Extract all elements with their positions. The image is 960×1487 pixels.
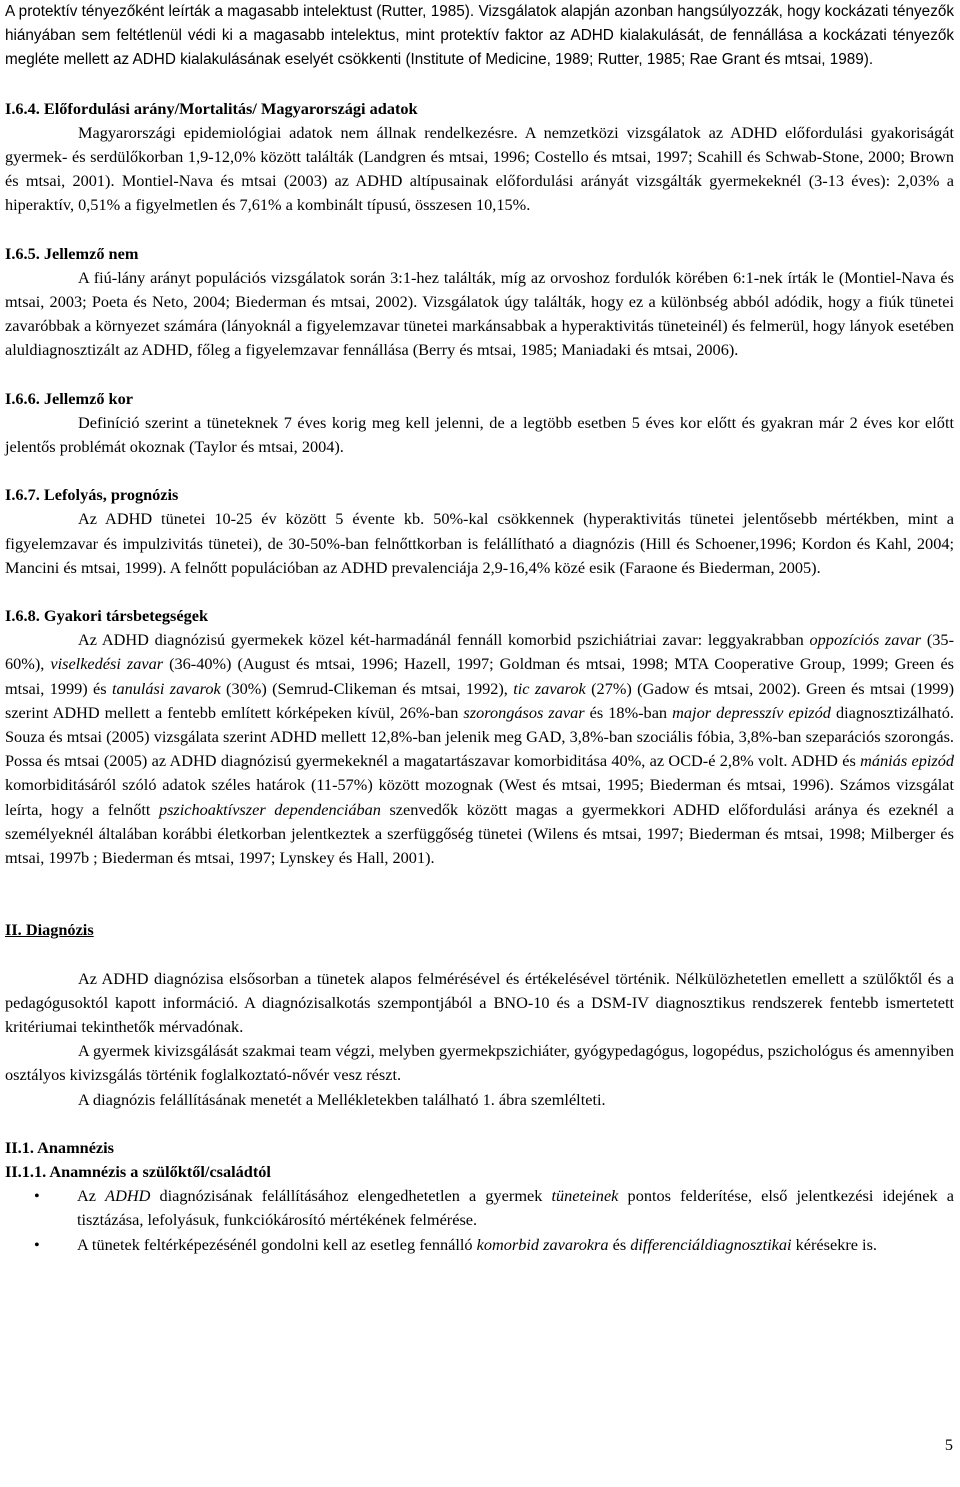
heading-i-6-5: I.6.5. Jellemző nem [5,243,139,263]
anamnesis-list [5,1184,954,1257]
paragraph-prevalence: Magyarországi epidemiológiai adatok nem állnak rendelkezésre. A nemzetközi vizsgálatok az ADHD előfordulási gyakoriságát gyermek- és serdülőkorban 1,9-12,0% között találták (Landgren és mtsai, 1996; Costello és mtsai, 1997; Scahill és Schwab-Stone, 2000; Brown és mtsai, 2001). Montiel-Nava és mtsai (2003) az ADHD altípusainak előfordulási arányát vizsgálták gyermekeknél (3-13 éves): 2,03% a hiperaktív, 0,51% a figyelmetlen és 7,61% a kombinált típusú, összesen 10,15%. [5,122,954,215]
paragraph-comorbidities: Az ADHD diagnózisú gyermekek közel két-harmadánál fennáll komorbid pszichiátriai zavar: leggyakrabban oppozíciós zavar (35-60%), viselkedési zavar (36-40%) (August és mtsai, 1996; Hazell, 1997; Goldman és mtsai, 1998; MTA Cooperative Group, 1999; Green és mtsai, 1999) és tanulási zavarok (30%) (Semrud-Clikeman és mtsai, 1992), tic zavarok (27%) (Gadow és mtsai, 2002). Green és mtsai (1999) szerint ADHD mellett a fentebb említett kórképeken kívül, 26%-ban szorongásos zavar és 18%-ban major depresszív epizód diagnosztizálható. Souza és mtsai (2005) vizsgálata szerint ADHD mellett 12,8%-ban jelenik meg GAD, 3,8%-ban szociális fóbia, 3,8%-ban szeparációs szorongás. Possa és mtsai (2005) az ADHD diagnózisú gyermekeknél a magatartászavar komorbiditása 40%, az OCD-é 2,8% volt. ADHD és mániás epizód komorbiditásáról szóló adatok széles határok (11-57%) között mozognak (West és mtsai, 1995; Biederman és mtsai, 1996). Számos vizsgálat leírta, hogy a felnőtt pszichoaktívszer dependenciában szenvedők között magas a gyermekkori ADHD előfordulási aránya és ezeknél a személyeknél általában korábbi életkorban jelentkeztek a szerfüggőség tünetei (Wilens és mtsai, 1997; Biederman és mtsai, 1998; Milberger és mtsai, 1997b ; Biederman és mtsai, 1997; Lynskey és Hall, 2001). [5,630,955,868]
list-item: • A tünetek feltérképezésénél gondolni kell az esetleg fennálló komorbid zavarokra és differenciáldiagnosztikai kérésekre is. [5,1233,954,1257]
paragraph-diagnosis-2: A gyermek kivizsgálását szakmai team végzi, melyben gyermekpszichiáter, gyógypedagógus, logopédus, pszichológus és amennyiben osztályos kivizsgálás történik foglalkoztató-nővér vesz részt. [5,1041,954,1085]
heading-i-6-8: I.6.8. Gyakori társbetegségek [5,606,209,626]
bullet-icon: • [34,1234,40,1254]
page-number: 5 [944,1435,953,1454]
paragraph-age: Definíció szerint a tüneteknek 7 éves korig meg kell jelenni, de a legtöbb esetben 5 éves kor előtt és gyakran már 2 éves kor előtt jelentős problémát okoznak (Taylor és mtsai, 2004). [5,412,954,457]
heading-i-6-7: I.6.7. Lefolyás, prognózis [5,485,179,505]
paragraph-gender: A fiú-lány arányt populációs vizsgálatok során 3:1-hez találták, míg az orvoshoz fordulók körében 6:1-nek írták le (Montiel-Nava és mtsai, 2003; Poeta és Neto, 2004; Biederman és mtsai, 2002). Vizsgálatok úgy találták, hogy ez a különbség abból adódik, hogy a fiúk tünetei zavaróbbak a környezet számára (lányoknál a figyelemzavar tünetei markánsabbak a hyperaktivitás tüneteinél) és felmerül, hogy lányok esetében aluldiagnosztizált az ADHD, főleg a figyelemzavar fennállása (Berry és mtsai, 1985; Maniadaki és mtsai, 2006). [5,267,954,360]
heading-ii-diagnosis: II. Diagnózis [5,920,94,940]
list-item: • Az ADHD diagnózisának felállításához elengedhetetlen a gyermek tüneteinek pontos felderítése, első jelentkezési idejének a tisztázása, lefolyásuk, funkciókárosító mértékének felmérése. [34,1186,955,1230]
paragraph-diagnosis-1: Az ADHD diagnózisa elsősorban a tünetek alapos felmérésével és értékelésével történik. Nélkülözhetetlen emellett a szülőktől és a pedagógusoktól kapott információ. A diagnózisalkotás szempontjából a BNO-10 és a DSM-IV diagnosztikus rendszerek fentebb ismertetett kritériumai tekinthetők mérvadónak. [5,968,954,1036]
paragraph-diagnosis-3: A diagnózis felállításának menetét a Mellékletekben található 1. ábra szemlélteti. [78,1089,606,1109]
heading-i-6-6: I.6.6. Jellemző kor [5,388,133,408]
intro-paragraph: A protektív tényezőként leírták a magasabb intelektust (Rutter, 1985). Vizsgálatok alapján azonban hangsúlyozzák, hogy kockázati tényezők hiányában sem feltétlenül védi ki a magasabb intelektus, mint protektív faktor az ADHD kialakulását, de fennállása a kockázati tényezők megléte mellett az ADHD kialakulásának eselyét csökkenti (Institute of Medicine, 1989; Rutter, 1985; Rae Grant és mtsai, 1989). [5,3,954,69]
bullet-icon: • [34,1186,40,1206]
heading-ii-1-1: II.1.1. Anamnézis a szülőktől/családtól [5,1161,271,1181]
paragraph-prognosis: Az ADHD tünetei 10-25 év között 5 évente kb. 50%-kal csökkennek (hyperaktivitás tünetei jelentősebb mértékben, mint a figyelemzavar és impulzivitás tünetei), de 30-50%-ban felnőttkorban is felállítható a diagnózis (Hill és Schoener,1996; Kordon és Kahl, 2004; Mancini és mtsai, 1999). A felnőtt populációban az ADHD prevalenciája 2,9-16,4% közé esik (Faraone és Biederman, 2005). [5,509,954,577]
document-page [5,0,954,1257]
heading-i-6-4: I.6.4. Előfordulási arány/Mortalitás/ Magyarországi adatok [5,98,418,118]
heading-ii-1: II.1. Anamnézis [5,1137,115,1157]
